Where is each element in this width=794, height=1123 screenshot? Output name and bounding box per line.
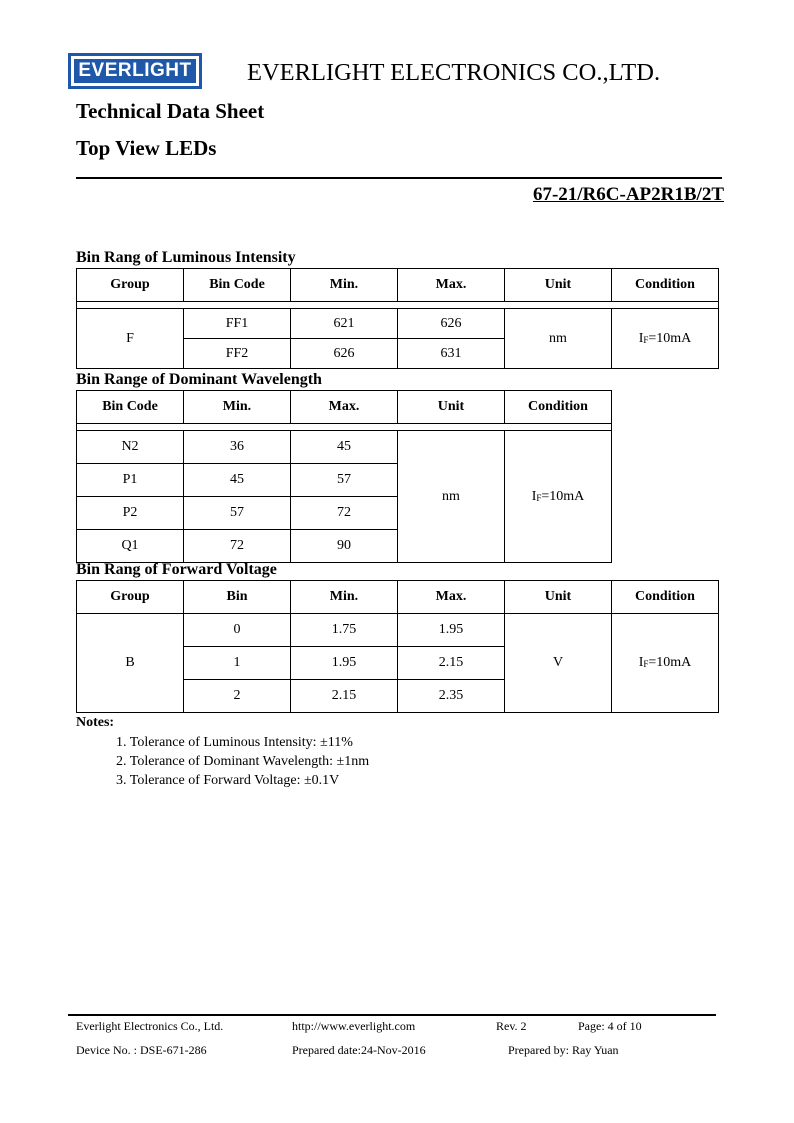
footer-divider	[68, 1014, 716, 1016]
min-cell: 2.15	[291, 680, 398, 713]
max-cell: 631	[398, 339, 505, 369]
table-header-row	[77, 581, 719, 614]
footer-device-number: Device No. : DSE-671-286	[76, 1043, 207, 1057]
logo-text: EVERLIGHT	[74, 59, 196, 83]
header-cell: Bin Code	[184, 269, 291, 302]
min-cell: 36	[184, 431, 291, 464]
min-cell: 45	[184, 464, 291, 497]
dominant-wavelength-table	[76, 390, 612, 563]
bin-cell: 0	[184, 614, 291, 647]
min-cell: 621	[291, 309, 398, 339]
unit-cell: V	[505, 614, 612, 713]
table-row	[77, 614, 719, 647]
bin-cell: 1	[184, 647, 291, 680]
group-cell: F	[77, 309, 184, 369]
condition-cell: $I_F=10mA$	[505, 431, 612, 563]
max-cell: 1.95	[398, 614, 505, 647]
footer-prepared-date: Prepared date:24-Nov-2016	[292, 1043, 426, 1057]
table-header-row	[77, 269, 719, 302]
footer-prepared-by: Prepared by: Ray Yuan	[508, 1043, 619, 1057]
everlight-logo	[68, 53, 202, 89]
bin-cell: 2	[184, 680, 291, 713]
company-name: EVERLIGHT ELECTRONICS CO.,LTD.	[247, 59, 661, 86]
header-cell: Min.	[291, 269, 398, 302]
footer-page: Page: 4 of 10	[578, 1019, 642, 1033]
max-cell: 72	[291, 497, 398, 530]
condition-cell: $I_F=10mA$	[612, 309, 719, 369]
forward-voltage-table	[76, 580, 719, 713]
max-cell: 2.15	[398, 647, 505, 680]
header-cell: Unit	[505, 269, 612, 302]
max-cell: 2.35	[398, 680, 505, 713]
header-cell: Min.	[184, 391, 291, 424]
header-cell: Group	[77, 269, 184, 302]
document-title: Technical Data Sheet	[76, 99, 265, 123]
table-row	[77, 309, 719, 339]
header-cell: Condition	[612, 269, 719, 302]
header-cell: Min.	[291, 581, 398, 614]
voltage-section-title: Bin Rang of Forward Voltage	[76, 561, 277, 578]
footer-revision: Rev. 2	[496, 1019, 527, 1033]
condition-cell: $I_F=10mA$	[612, 614, 719, 713]
max-cell: 90	[291, 530, 398, 563]
bin-cell: Q1	[77, 530, 184, 563]
luminous-section-title: Bin Rang of Luminous Intensity	[76, 249, 296, 266]
note-item: 1. Tolerance of Luminous Intensity: ±11%	[116, 735, 353, 750]
header-cell: Max.	[398, 269, 505, 302]
header-cell: Condition	[505, 391, 612, 424]
footer-url: http://www.everlight.com	[292, 1019, 416, 1033]
min-cell: 1.75	[291, 614, 398, 647]
footer-company: Everlight Electronics Co., Ltd.	[76, 1019, 224, 1033]
header-cell: Condition	[612, 581, 719, 614]
max-cell: 57	[291, 464, 398, 497]
wavelength-section-title: Bin Range of Dominant Wavelength	[76, 371, 322, 388]
bin-cell: P2	[77, 497, 184, 530]
bin-cell: FF2	[184, 339, 291, 369]
min-cell: 72	[184, 530, 291, 563]
unit-cell: nm	[398, 431, 505, 563]
max-cell: 45	[291, 431, 398, 464]
header-cell: Group	[77, 581, 184, 614]
part-number: 67-21/R6C-AP2R1B/2T	[532, 184, 724, 205]
header-cell: Bin	[184, 581, 291, 614]
note-item: 2. Tolerance of Dominant Wavelength: ±1nm	[116, 754, 370, 769]
min-cell: 57	[184, 497, 291, 530]
min-cell: 1.95	[291, 647, 398, 680]
bin-cell: FF1	[184, 309, 291, 339]
header-cell: Max.	[398, 581, 505, 614]
header-cell: Unit	[505, 581, 612, 614]
table-row	[77, 431, 612, 464]
header-cell: Bin Code	[77, 391, 184, 424]
note-item: 3. Tolerance of Forward Voltage: ±0.1V	[116, 773, 340, 788]
unit-cell: nm	[505, 309, 612, 369]
max-cell: 626	[398, 309, 505, 339]
bin-cell: N2	[77, 431, 184, 464]
bin-cell: P1	[77, 464, 184, 497]
notes-title: Notes:	[76, 715, 115, 730]
luminous-intensity-table	[76, 268, 719, 369]
group-cell: B	[77, 614, 184, 713]
header-divider	[76, 177, 722, 179]
document-subtitle: Top View LEDs	[76, 136, 217, 160]
header-cell: Max.	[291, 391, 398, 424]
header-cell: Unit	[398, 391, 505, 424]
table-header-row	[77, 391, 612, 424]
min-cell: 626	[291, 339, 398, 369]
